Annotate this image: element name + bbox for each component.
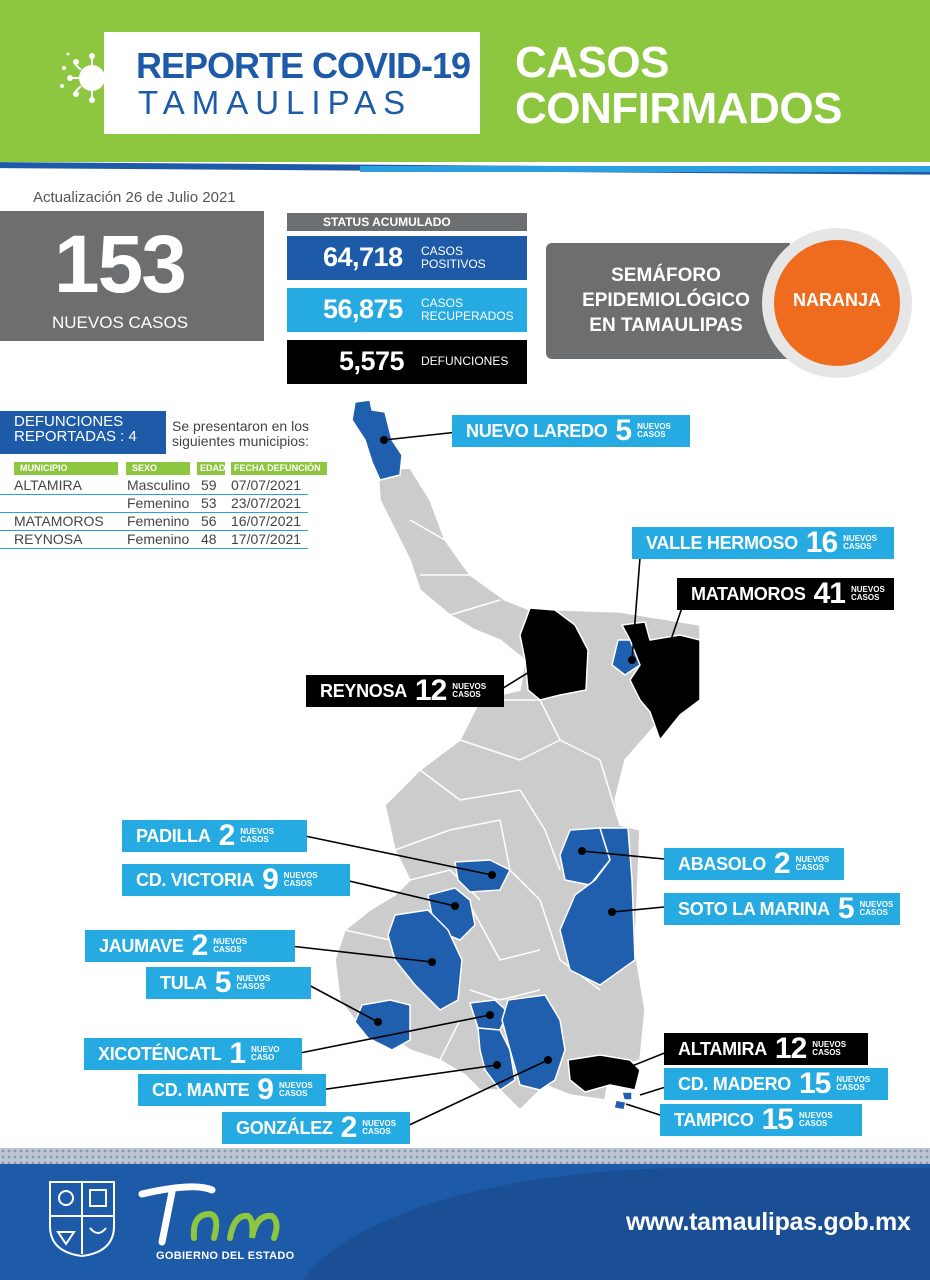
semaforo-line1: SEMÁFORO (611, 265, 721, 286)
caption-line2: CASOS (812, 1048, 841, 1057)
map-altamira (568, 1055, 640, 1092)
section-title-line2: CONFIRMADOS (515, 84, 842, 133)
nuevos-casos-caption (452, 683, 486, 699)
municipality-label (122, 820, 307, 852)
municipality-cases: 12 (774, 1032, 807, 1065)
municipality-name: JAUMAVE (99, 935, 184, 956)
municipality-label (85, 930, 295, 962)
municipality-cases: 41 (813, 577, 845, 610)
report-title: REPORTE COVID-19 (136, 45, 471, 86)
municipality-label (664, 1068, 888, 1100)
cell-fecha: 23/07/2021 (231, 495, 302, 511)
map-tula (355, 1000, 410, 1050)
section-title-line1: CASOS (515, 38, 669, 87)
recuperados-value: 56,875 (323, 294, 403, 324)
update-date: Actualización 26 de Julio 2021 (33, 189, 236, 206)
positivos-label-line2: POSITIVOS (421, 257, 486, 271)
nuevos-casos-caption (836, 1076, 870, 1092)
cell-edad: 53 (201, 495, 217, 511)
deaths-note-line2: siguientes municipios: (172, 433, 309, 449)
caption-line1: NUEVOS (812, 1040, 847, 1049)
municipality-name: CD. VICTORIA (136, 869, 255, 890)
recuperados-label-line1: CASOS (421, 296, 464, 310)
caption-line1: NUEVOS (362, 1119, 397, 1128)
cell-sexo: Femenino (127, 495, 190, 511)
municipality-name: VALLE HERMOSO (646, 532, 798, 553)
municipality-label (122, 864, 350, 896)
caption-line2: CASOS (240, 835, 269, 844)
col-header-municipio: MUNICIPIO (14, 462, 118, 475)
caption-line2: CASOS (851, 593, 880, 602)
cell-sexo: Femenino (127, 531, 190, 547)
nuevos-casos-caption (637, 423, 671, 439)
semaforo-level: NARANJA (792, 290, 881, 310)
caption-line2: CASO (251, 1053, 275, 1062)
cell-municipio: ALTAMIRA (14, 477, 82, 493)
positivos-value: 64,718 (323, 242, 403, 272)
municipality-name: PADILLA (136, 825, 211, 846)
municipality-cases: 2 (191, 929, 208, 962)
municipality-name: XICOTÉNCATL (98, 1043, 222, 1064)
positivos-label-line1: CASOS (421, 244, 464, 258)
cell-edad: 59 (201, 477, 217, 493)
municipality-cases: 9 (262, 863, 278, 896)
nuevos-casos-caption (843, 535, 877, 551)
municipality-label (84, 1038, 302, 1070)
deaths-box-line1: DEFUNCIONES (14, 413, 124, 430)
municipality-cases: 15 (761, 1103, 793, 1136)
caption-line2: CASOS (362, 1127, 391, 1136)
website-link[interactable]: www.tamaulipas.gob.mx (626, 1208, 911, 1236)
caption-line2: CASOS (278, 1089, 308, 1098)
deaths-note-line1: Se presentaron en los (172, 418, 309, 434)
report-subtitle: TAMAULIPAS (138, 84, 413, 121)
municipality-name: TULA (160, 972, 207, 993)
caption-line1: NUEVOS (843, 534, 877, 543)
recuperados-label-line2: RECUPERADOS (421, 309, 514, 323)
municipality-cases: 5 (214, 966, 231, 999)
caption-line1: NUEVOS (859, 900, 894, 909)
gobierno-text: GOBIERNO DEL ESTADO (156, 1250, 295, 1262)
caption-line2: CASOS (283, 879, 313, 888)
col-header-fecha: FECHA DEFUNCIÓN (231, 462, 327, 475)
map-cd-madero (622, 1092, 632, 1100)
footer-dot-pattern (0, 1148, 930, 1164)
municipality-name: TAMPICO (674, 1109, 754, 1130)
municipality-cases: 5 (837, 892, 854, 925)
municipality-label (222, 1112, 410, 1144)
caption-line2: CASOS (213, 945, 242, 954)
nuevos-casos-caption (213, 938, 247, 954)
cell-municipio: MATAMOROS (14, 513, 104, 529)
municipality-cases: 2 (773, 847, 790, 880)
municipality-name: CD. MADERO (678, 1073, 791, 1094)
caption-line2: CASOS (452, 690, 481, 699)
nuevos-casos-caption (362, 1120, 396, 1136)
caption-line1: NUEVOS (637, 422, 671, 431)
municipality-label (677, 578, 894, 610)
cell-sexo: Masculino (127, 477, 191, 493)
nuevos-casos-caption (860, 901, 894, 917)
municipality-label (664, 1033, 868, 1065)
tam-logo-icon (134, 1180, 304, 1252)
municipality-cases: 15 (799, 1067, 831, 1100)
caption-line2: CASOS (843, 542, 872, 551)
caption-line2: CASOS (637, 430, 666, 439)
nuevos-casos-caption (251, 1046, 279, 1062)
municipality-cases: 5 (615, 414, 632, 447)
nuevos-casos-caption (240, 828, 274, 844)
municipality-name: ABASOLO (678, 853, 766, 874)
caption-line1: NUEVOS (283, 871, 318, 880)
municipality-cases: 16 (805, 526, 838, 559)
cell-municipio: REYNOSA (14, 531, 83, 547)
municipality-label (138, 1074, 326, 1106)
cell-fecha: 17/07/2021 (231, 531, 302, 547)
caption-line1: NUEVO (251, 1045, 280, 1054)
municipality-name: CD. MANTE (152, 1079, 250, 1100)
cell-sexo: Femenino (127, 513, 190, 529)
caption-line2: CASOS (795, 863, 825, 872)
municipality-cases: 2 (218, 819, 235, 852)
defunciones-label: DEFUNCIONES (421, 354, 509, 368)
new-cases-value: 153 (54, 219, 185, 310)
map-tampico (614, 1100, 626, 1110)
municipality-label (632, 527, 894, 559)
municipality-label (452, 415, 690, 447)
caption-line1: NUEVOS (851, 585, 885, 594)
municipality-cases: 12 (414, 674, 447, 707)
municipality-name: GONZÁLEZ (236, 1117, 333, 1138)
municipality-cases: 2 (340, 1111, 357, 1144)
municipality-label (146, 967, 311, 999)
caption-line2: CASOS (859, 908, 888, 917)
nuevos-casos-caption (284, 872, 318, 888)
new-cases-label: NUEVOS CASOS (52, 313, 189, 332)
municipality-name: NUEVO LAREDO (466, 420, 608, 441)
map-nuevo-laredo (352, 400, 402, 480)
nuevos-casos-caption (812, 1041, 846, 1057)
semaforo-line3: EN TAMAULIPAS (589, 315, 743, 336)
nuevos-casos-caption (851, 586, 885, 602)
caption-line1: NUEVOS (798, 1111, 833, 1120)
caption-line2: CASOS (236, 982, 265, 991)
cell-fecha: 07/07/2021 (231, 477, 302, 493)
municipality-cases: 9 (257, 1073, 273, 1106)
municipality-name: SOTO LA MARINA (678, 898, 830, 919)
defunciones-value: 5,575 (339, 346, 405, 376)
caption-line1: NUEVOS (452, 682, 487, 691)
caption-line2: CASOS (798, 1119, 828, 1128)
nuevos-casos-caption (799, 1112, 833, 1128)
municipality-label (664, 893, 900, 925)
coat-of-arms-icon (44, 1176, 120, 1260)
cell-fecha: 16/07/2021 (231, 513, 302, 529)
caption-line1: NUEVOS (278, 1081, 313, 1090)
nuevos-casos-caption (279, 1082, 313, 1098)
semaforo-line2: EPIDEMIOLÓGICO (582, 290, 750, 311)
col-header-edad: EDAD (197, 462, 225, 475)
nuevos-casos-caption (236, 975, 270, 991)
municipality-label (660, 1104, 862, 1136)
municipality-name: MATAMOROS (691, 583, 806, 604)
caption-line1: NUEVOS (795, 855, 830, 864)
caption-line1: NUEVOS (240, 827, 275, 836)
cell-edad: 48 (201, 531, 217, 547)
caption-line1: NUEVOS (836, 1075, 871, 1084)
status-heading: STATUS ACUMULADO (287, 213, 527, 231)
municipality-label (664, 848, 844, 880)
col-header-sexo: SEXO (126, 462, 190, 475)
municipality-name: ALTAMIRA (678, 1038, 767, 1059)
municipality-name: REYNOSA (320, 680, 407, 701)
municipality-cases: 1 (229, 1037, 246, 1070)
caption-line2: CASOS (836, 1083, 865, 1092)
nuevos-casos-caption (796, 856, 830, 872)
caption-line1: NUEVOS (236, 974, 271, 983)
caption-line1: NUEVOS (213, 937, 248, 946)
cell-edad: 56 (201, 513, 217, 529)
deaths-box-line2: REPORTADAS : 4 (14, 428, 137, 445)
municipality-label (306, 675, 504, 707)
